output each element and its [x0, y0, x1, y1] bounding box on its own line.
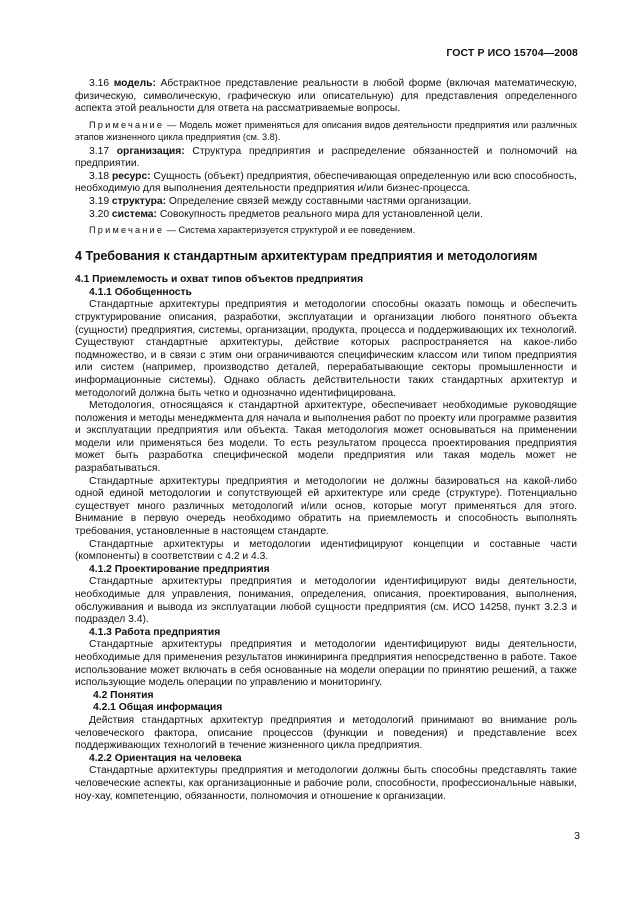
heading-4-2-1: 4.2.1 Общая информация	[93, 702, 223, 714]
page-number: 3	[574, 830, 580, 842]
def-term: ресурс:	[111, 170, 151, 182]
def-number: 3.20	[89, 208, 112, 220]
definition-3-17	[75, 146, 577, 171]
heading-4-1: 4.1 Приемлемость и охват типов объектов предприятия	[75, 274, 364, 286]
page-content	[75, 78, 577, 803]
definition-3-19	[75, 196, 577, 209]
definition-3-18	[75, 171, 577, 196]
note-text: — Модель может применяться для описания видов деятельности предприятия или различных этапов жизненного цикла предприятия (см. 3.8).	[75, 119, 577, 143]
def-number: 3.18	[89, 170, 112, 182]
heading-4-1-2: 4.1.2 Проектирование предприятия	[89, 563, 270, 575]
def-term: модель:	[113, 78, 156, 89]
def-text: Определение связей между составными частями организации.	[166, 195, 472, 207]
def-text: Абстрактное представление реальности в любой форме (включая математическую, физическую, символическую, графическую или описательную) для представления определенного аспекта этой реальности для ответа на рассматриваемые вопросы.	[75, 78, 577, 115]
def-text: Сущность (объект) предприятия, обеспечивающая определенную или всю способность, необходимую для выполнения деятельности предприятия и/или бизнес-процесса.	[75, 170, 578, 195]
paragraph-4-2-2: Стандартные архитектуры предприятия и методологии должны быть способны представлять такие человеческие аспекты, как организационные и рабочие роли, способности, профессиональные навыки, ноу-хау, компетенцию, обязанности, полномочия и отношение к организации.	[75, 765, 577, 802]
heading-4-2: 4.2 Понятия	[93, 689, 154, 701]
note-1	[75, 119, 577, 144]
paragraph-4-1-1-c: Стандартные архитектуры предприятия и методологии не должны базироваться на какой-либо одной единой методологии и сопутствующей ей архитектуре или среде (структуре). Потенциально существует много различных методологий и/или основ, которые могут применяться для этого. Внимание в первую очередь необходимо обратить на приемлемость и способность выполнять требования, установленные в настоящем стандарте.	[75, 475, 577, 538]
def-term: организация:	[116, 145, 185, 157]
heading-4-2-2: 4.2.2 Ориентация на человека	[89, 752, 242, 764]
definition-3-16	[75, 78, 577, 116]
def-number: 3.19	[89, 195, 112, 207]
def-term: система:	[111, 208, 157, 220]
section-4-heading: 4 Требования к стандартным архитектурам предприятия и методологиям	[75, 248, 538, 263]
heading-4-1-3: 4.1.3 Работа предприятия	[89, 626, 221, 638]
heading-4-1-1: 4.1.1 Обобщенность	[89, 286, 192, 298]
note-2	[75, 224, 577, 236]
note-label: Примечание	[89, 225, 165, 236]
definition-3-20	[75, 209, 577, 222]
def-text: Совокупность предметов реального мира для установленной цели.	[156, 208, 483, 220]
paragraph-4-1-2: Стандартные архитектуры предприятия и методологии идентифицируют виды деятельности, необходимые для управления, понимания, определения, описания, проектирования, выполнения, обслуживания и вывода из эксплуатации любой сущности предприятия (см. ИСО 14258, пункт 3.2.3 и подраздел 3.4).	[75, 576, 577, 626]
paragraph-4-1-1-b: Методология, относящаяся к стандартной архитектуре, обеспечивает необходимые руководящие положения и методы менеджмента для начала и выполнения работ по проекту или программе развития и эксплуатации предприятия или объекта. Такая методология может основываться на применении модели или применяться без модели. То есть результатом процесса проектирования предприятия может быть разработка специфической модели предприятия или такая модель может не разрабатываться.	[75, 400, 577, 475]
paragraph-4-1-1-d: Стандартные архитектуры и методологии идентифицируют концепции и составные части (компоненты) в соответствии с 4.2 и 4.3.	[75, 538, 577, 563]
def-number: 3.17	[89, 145, 117, 157]
note-label: Примечание	[89, 119, 165, 130]
note-text: — Система характеризуется структурой и ее поведением.	[164, 225, 416, 236]
def-term: структура:	[111, 195, 167, 207]
paragraph-4-2-1: Действия стандартных архитектур предприятия и методологий принимают во внимание роль человеческого фактора, описание процессов (функции и поведения) и представление всех поддерживающих технологий в течение жизненного цикла предприятия.	[75, 714, 577, 752]
document-header: ГОСТ Р ИСО 15704—2008	[446, 47, 578, 59]
def-number: 3.16	[89, 78, 114, 89]
def-text: Структура предприятия и распределение обязанностей и полномочий на предприятии.	[75, 145, 577, 170]
paragraph-4-1-3: Стандартные архитектуры предприятия и методологии идентифицируют виды деятельности, необходимые для применения результатов инжиниринга предприятия непосредственно в работе. Такое использование может включать в себя основанные на модели операции по принятию решений, а также использующие модель операции по управлению и мониторингу.	[75, 639, 577, 689]
paragraph-4-1-1-a: Стандартные архитектуры предприятия и методологии способны оказать помощь и обеспечить структурирование описания, разработки, эксплуатации и организации любого понятного объекта (сущности) предприятия, системы, организации, продукта, процесса и поддерживающих их технологий. Существуют стандартные архитектуры, действие которых распространяется на какое-либо подмножество, и в связи с этим они ограничиваются специфическим классом или типом предприятия или систем (например, производство деталей, перерабатывающие секторы промышленности и информационные системы). Однако область действительности таких стандартных архитектур и методологий должна быть четко и однозначно идентифицирована.	[75, 299, 577, 399]
